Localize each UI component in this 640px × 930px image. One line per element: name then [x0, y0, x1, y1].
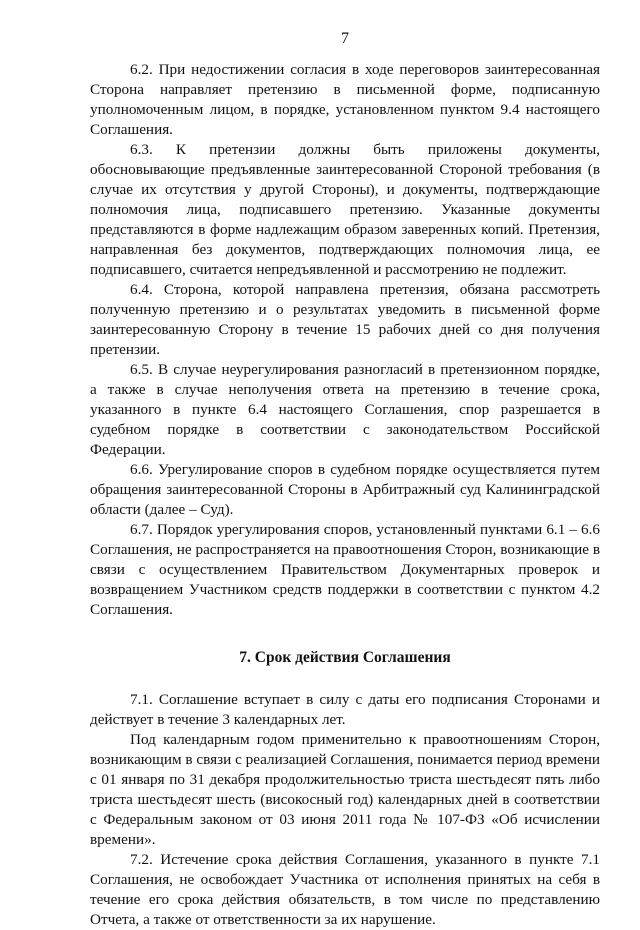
paragraph-7-2: 7.2. Истечение срока действия Соглашения, указанного в пункте 7.1 Соглашения, не освобождает Участника от исполнения принятых на себя в течение его срока действия обязательств, в том числе по представлению Отчета, а также от ответственности за их нарушение.: [90, 851, 600, 928]
page-number: 7: [341, 30, 349, 47]
paragraph-6-7: 6.7. Порядок урегулирования споров, установленный пунктами 6.1 – 6.6 Соглашения, не распространяется на правоотношения Сторон, возникающие в связи с осуществлением Правительством Документарных проверок и возвращением Участником средств поддержки в соответствии с пунктом 4.2 Соглашения.: [90, 521, 600, 618]
document-page: [90, 30, 600, 930]
paragraph-6-2: 6.2. При недостижении согласия в ходе переговоров заинтересованная Сторона направляет претензию в письменной форме, подписанную уполномоченным лицом, в порядке, установленном пунктом 9.4 настоящего Соглашения.: [90, 61, 600, 138]
paragraph-6-5: 6.5. В случае неурегулирования разногласий в претензионном порядке, а также в случае неполучения ответа на претензию в течение срока, указанного в пункте 6.4 настоящего Соглашения, спор разрешается в судебном порядке в соответствии с законодательством Российской Федерации.: [90, 361, 600, 458]
paragraph-6-4: 6.4. Сторона, которой направлена претензия, обязана рассмотреть полученную претензию и о результатах уведомить в письменной форме заинтересованную Сторону в течение 15 рабочих дней со дня получения претензии.: [90, 281, 600, 358]
section-title: 7. Срок действия Соглашения: [239, 649, 451, 666]
paragraph-6-6: 6.6. Урегулирование споров в судебном порядке осуществляется путем обращения заинтересованной Стороны в Арбитражный суд Калининградской области (далее – Суд).: [90, 461, 600, 518]
paragraph-7-1: 7.1. Соглашение вступает в силу с даты его подписания Сторонами и действует в течение 3 календарных лет.: [90, 691, 600, 728]
paragraph-6-3: 6.3. К претензии должны быть приложены документы, обосновывающие предъявленные заинтересованной Стороной требования (в случае их отсутствия у другой Стороны), и документы, подтверждающие полномочия лица, подписавшего претензию. Указанные документы представляются в форме надлежащим образом заверенных копий. Претензия, направленная без документов, подтверждающих полномочия лица, ее подписавшего, считается непредъявленной и рассмотрению не подлежит.: [90, 141, 600, 278]
paragraph-calendar-year: Под календарным годом применительно к правоотношениям Сторон, возникающим в связи с реализацией Соглашения, понимается период времени с 01 января по 31 декабря продолжительностью триста шестьдесят пять либо триста шестьдесят шесть (високосный год) календарных дней в соответствии с Федеральным законом от 03 июня 2011 года № 107-ФЗ «Об исчислении времени».: [90, 731, 600, 848]
